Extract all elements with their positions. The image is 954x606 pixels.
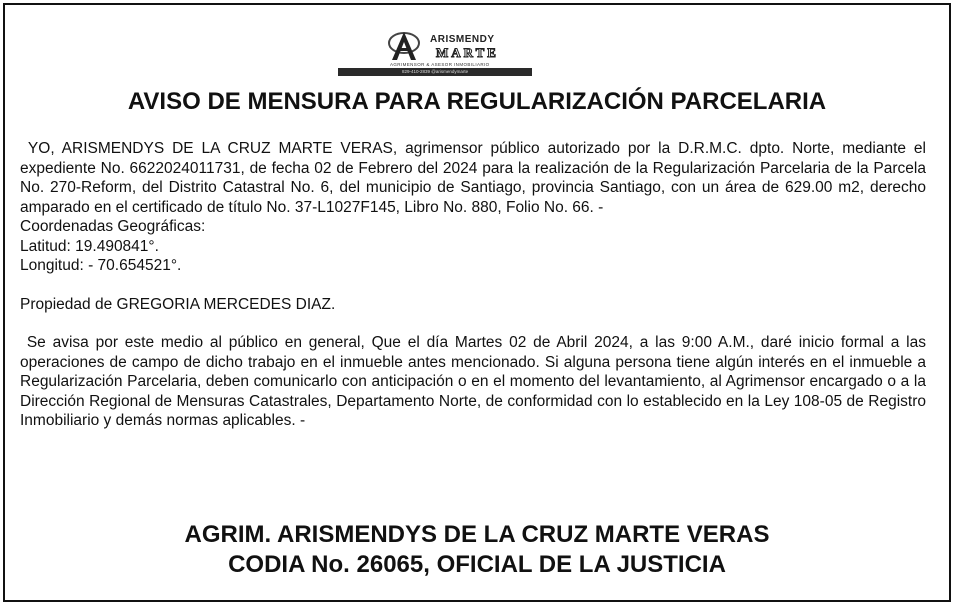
coordinates-label: Coordenadas Geográficas: [20, 218, 206, 235]
surveyor-declaration-paragraph [20, 139, 926, 217]
signature-name: AGRIM. ARISMENDYS DE LA CRUZ MARTE VERAS [184, 521, 770, 548]
logo-contact: 829-410-2839 @arismendymarte [402, 69, 469, 74]
public-notice-paragraph [20, 333, 926, 431]
property-owner: Propiedad de GREGORIA MERCEDES DIAZ. [20, 295, 336, 313]
paragraph1-text: YO, ARISMENDYS DE LA CRUZ MARTE VERAS, agrimensor público autorizado por la D.R.M.C. dpto. Norte, mediante el expediente No. 6622024011731, de fecha 02 de Febrero del 2024 para la realización de la Regularización Parcelaria de la Parcela No. 270-Reform, del Distrito Catastral No. 6, del municipio de Santiago, provincia Santiago, con un área de 629.00 m2, derecho amparado en el certificado de título No. 37-L1027F145, Libro No. 880, Folio No. 66. - [20, 140, 926, 216]
notice-body [20, 139, 926, 431]
signature-credentials: CODIA No. 26065, OFICIAL DE LA JUSTICIA [228, 551, 726, 578]
surveyor-logo-icon [386, 28, 426, 62]
spacer [20, 314, 926, 333]
latitude-value: Latitud: 19.490841°. [20, 237, 159, 255]
spacer [20, 276, 926, 295]
logo-brand-sub: MARTE [436, 45, 499, 60]
logo-brand-name: ARISMENDY [430, 34, 495, 45]
longitude-value: Longitud: - 70.654521°. [20, 257, 182, 274]
logo-tagline: AGRIMENSOR & ASESOR INMOBILIARIO [390, 62, 490, 67]
paragraph2-text: Se avisa por este medio al público en general, Que el día Martes 02 de Abril 2024, a las 9:00 A.M., daré inicio formal a las operaciones de campo de dicho trabajo en el inmueble antes mencionado. Si alguna persona tiene algún interés en el inmueble a Regularización Parcelaria, deben comunicarlo con anticipación o en el momento del levantamiento, al Agrimensor encargado o a la Dirección Regional de Mensuras Catastrales, Departamento Norte, de conformidad con lo establecido en la Ley 108-05 de Registro Inmobiliario y demás normas aplicables. - [20, 334, 926, 429]
company-logo [338, 24, 532, 80]
notice-title: AVISO DE MENSURA PARA REGULARIZACIÓN PARCELARIA [127, 88, 827, 115]
